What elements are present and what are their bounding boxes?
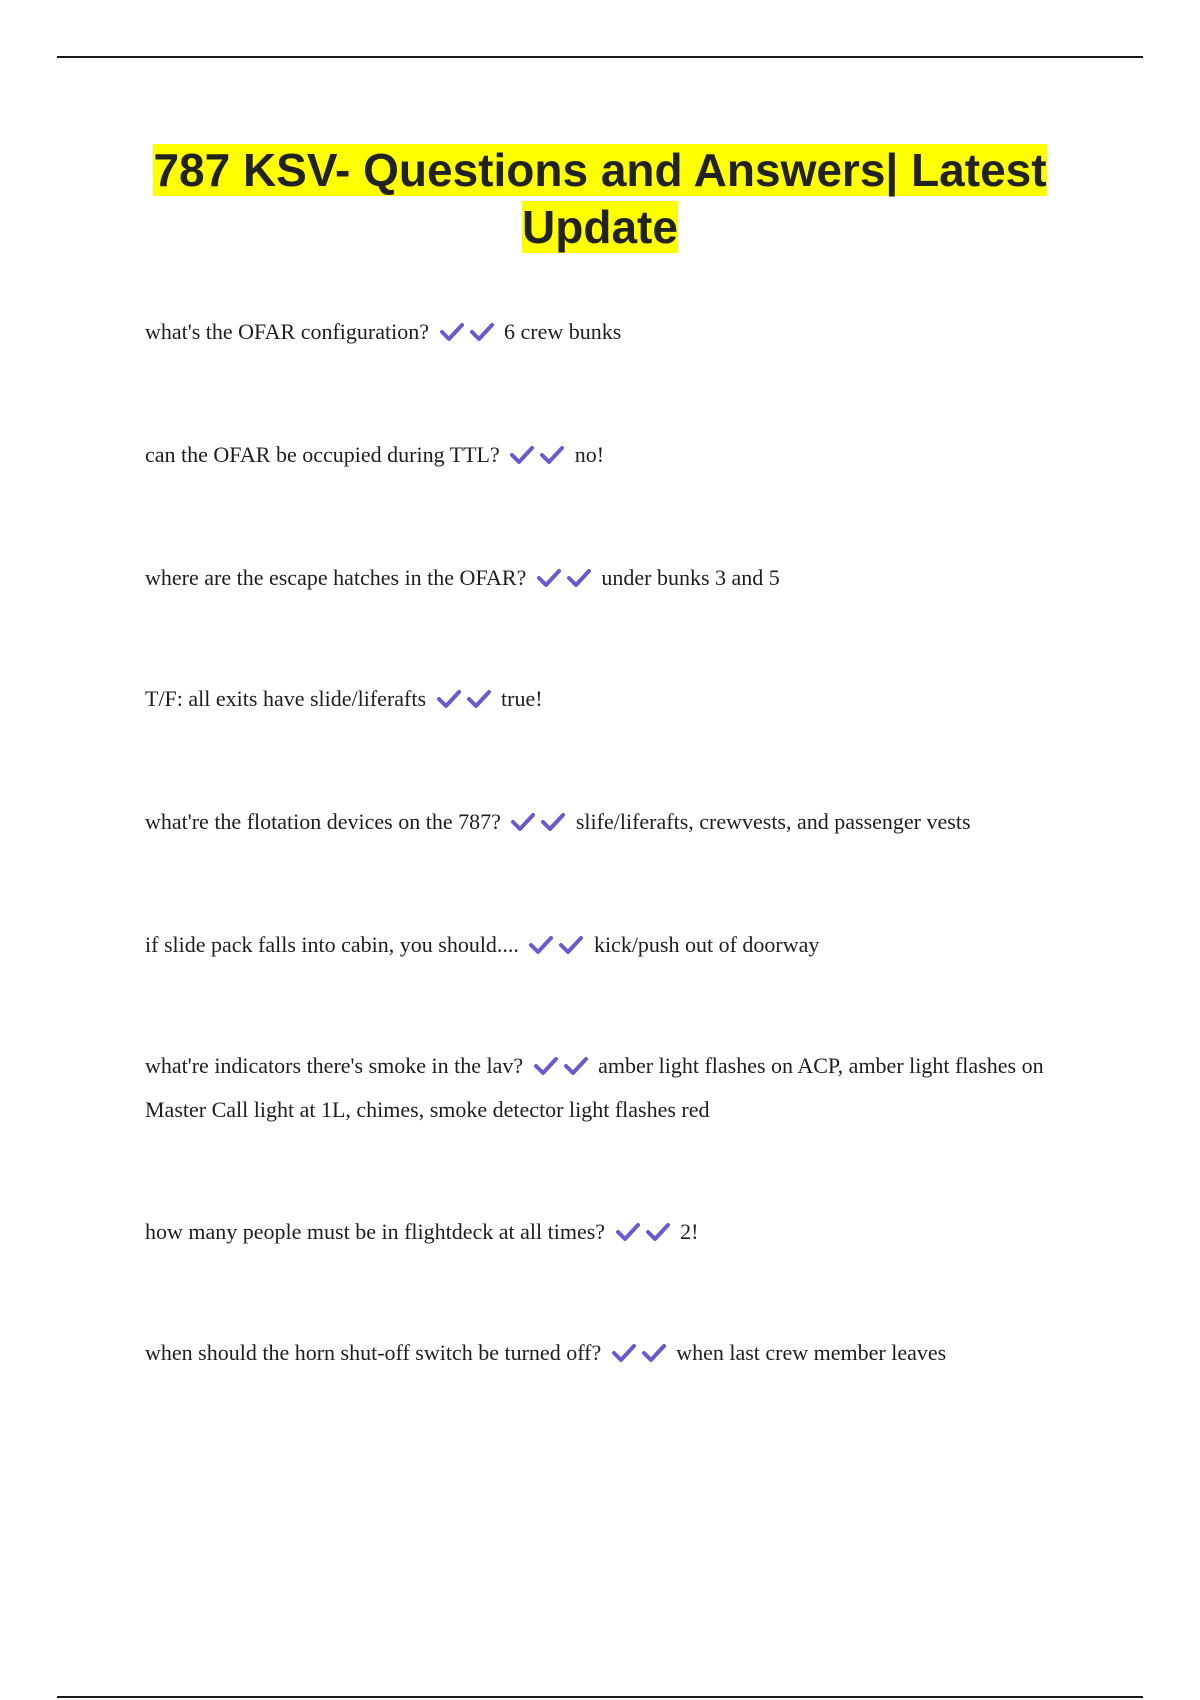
title-line-1: 787 KSV- Questions and Answers| Latest (153, 144, 1047, 196)
qa-item (145, 923, 1075, 967)
check-mark-icon (528, 934, 554, 956)
question-text: T/F: all exits have slide/liferafts (145, 686, 427, 711)
check-mark-icon (466, 688, 492, 710)
answer-text: 2! (680, 1219, 699, 1244)
check-mark-icon (540, 811, 566, 833)
answer-text: slife/liferafts, crewvests, and passenger vests (575, 809, 971, 834)
question-text: if slide pack falls into cabin, you should.... (145, 932, 519, 957)
answer-text: no! (574, 442, 605, 467)
check-mark-icon (566, 567, 592, 589)
answer-text: 6 crew bunks (504, 319, 622, 344)
answer-text: kick/push out of doorway (593, 932, 820, 957)
check-mark-icon (611, 1342, 637, 1364)
question-text: what're indicators there's smoke in the lav? (145, 1053, 524, 1078)
answer-text: amber light flashes on ACP, amber light flashes on Master Call light at 1L, chimes, smoke detector light flashes red (145, 1053, 1044, 1122)
question-text: where are the escape hatches in the OFAR? (145, 565, 527, 590)
check-mark-icon (645, 1221, 671, 1243)
check-mark-icon (536, 567, 562, 589)
check-mark-icon (615, 1221, 641, 1243)
bottom-rule (57, 1696, 1143, 1698)
question-text: how many people must be in flightdeck at all times? (145, 1219, 606, 1244)
qa-item (145, 1331, 1075, 1375)
check-mark-icon (469, 321, 495, 343)
question-text: what's the OFAR configuration? (145, 319, 430, 344)
question-text: can the OFAR be occupied during TTL? (145, 442, 500, 467)
qa-item (145, 310, 1075, 354)
check-mark-icon (539, 444, 565, 466)
question-text: when should the horn shut-off switch be turned off? (145, 1340, 602, 1365)
qa-item (145, 433, 1075, 477)
qa-item (145, 1210, 1075, 1254)
qa-item (145, 677, 1075, 721)
answer-text: when last crew member leaves (676, 1340, 947, 1365)
check-mark-icon (509, 444, 535, 466)
top-rule (57, 56, 1143, 58)
check-mark-icon (533, 1055, 559, 1077)
check-mark-icon (641, 1342, 667, 1364)
answer-text: under bunks 3 and 5 (601, 565, 780, 590)
page-title (100, 142, 1100, 256)
answer-text: true! (501, 686, 543, 711)
qa-item (145, 1044, 1075, 1132)
check-mark-icon (558, 934, 584, 956)
title-line-2: Update (522, 201, 678, 253)
check-mark-icon (436, 688, 462, 710)
check-mark-icon (510, 811, 536, 833)
qa-item (145, 556, 1075, 600)
question-text: what're the flotation devices on the 787? (145, 809, 501, 834)
check-mark-icon (439, 321, 465, 343)
check-mark-icon (563, 1055, 589, 1077)
qa-item (145, 800, 1075, 844)
